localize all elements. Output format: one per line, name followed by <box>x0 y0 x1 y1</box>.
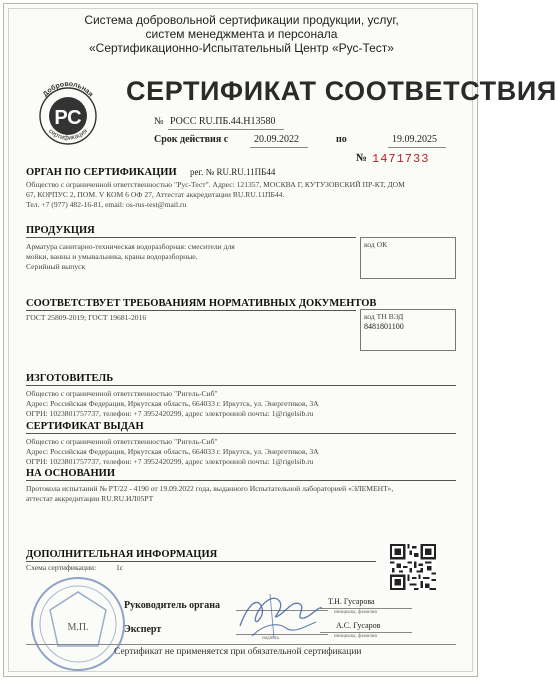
scheme-value: 1с <box>116 563 124 572</box>
basis-title: НА ОСНОВАНИИ <box>26 468 116 479</box>
header-line-1: Система добровольной сертификации продукции, услуг, <box>84 13 399 27</box>
manufacturer-rule <box>26 385 456 386</box>
expert-label: Эксперт <box>124 624 162 635</box>
manufacturer-line-2: Адрес: Российская Федерация, Иркутская область, 664033 г. Иркутск, ул. Энергетиков, 3А <box>26 399 319 408</box>
extra-rule <box>26 561 376 562</box>
certification-logo-icon <box>32 80 104 146</box>
logo-mark: РС <box>54 107 82 129</box>
footer-rule <box>26 644 456 645</box>
certificate-sheet <box>3 3 557 677</box>
tnved-code-value: 8481801100 <box>364 322 404 331</box>
compliance-rule <box>26 310 356 311</box>
product-rule <box>26 237 356 238</box>
qr-code-icon <box>390 544 436 590</box>
validity-from-underline <box>250 147 308 148</box>
basis-line-2: аттестат аккредитации RU.RU.ИЛ05РТ <box>26 494 154 503</box>
validity-to: 19.09.2025 <box>392 134 437 145</box>
validity-to-underline <box>388 147 446 148</box>
reg-number-underline <box>168 129 284 130</box>
issued-line-1: Общество с ограниченной ответственностью "Ригель-Сиб" <box>26 437 218 446</box>
validity-from: 20.09.2022 <box>254 134 299 145</box>
logo-bottom-text: сертификация <box>47 127 89 142</box>
issued-rule <box>26 433 456 434</box>
issued-line-3: ОГРН: 1023801757737, телефон: +7 3952420299, адрес электронной почты: 1@rigelsib.ru <box>26 457 314 466</box>
head-name-caption: инициалы, фамилия <box>334 610 377 615</box>
organ-title: ОРГАН ПО СЕРТИФИКАЦИИ <box>26 167 177 178</box>
stamp-label: М.П. <box>67 622 89 633</box>
expert-name-line <box>320 632 412 633</box>
expert-name: А.С. Гусаров <box>336 621 381 630</box>
tnved-code-box <box>360 309 456 351</box>
svg-text:Добровольная <box>42 81 94 98</box>
scheme-label: Схема сертификации: <box>26 563 97 572</box>
product-line-3: Серийный выпуск <box>26 262 86 271</box>
extra-title: ДОПОЛНИТЕЛЬНАЯ ИНФОРМАЦИЯ <box>26 549 218 560</box>
tnved-code-label: код ТН ВЭД <box>364 312 404 321</box>
basis-line-1: Протокола испытаний № РТ/22 - 4190 от 19.09.2022 года, выданного Испытательной лабораторией «ЭЛЕМЕНТ», <box>26 484 394 493</box>
footer-note: Сертификат не применяется при обязательной сертификации <box>114 647 362 657</box>
head-label: Руководитель органа <box>124 600 220 611</box>
okp-code-label: код ОК <box>364 240 388 249</box>
issued-title: СЕРТИФИКАТ ВЫДАН <box>26 421 144 432</box>
product-line-1: Арматура санитарно-техническая водоразборная: смесители для <box>26 242 235 251</box>
validity-to-label: по <box>336 134 347 145</box>
handwritten-signature-icon <box>234 586 326 642</box>
issued-line-2: Адрес: Российская Федерация, Иркутская область, 664033 г. Иркутск, ул. Энергетиков, 3А <box>26 447 319 456</box>
header-line-2: систем менеджмента и персонала <box>145 27 338 41</box>
head-name: Т.Н. Гусарова <box>328 597 375 606</box>
certificate-title: СЕРТИФИКАТ СООТВЕТСТВИЯ <box>126 76 557 106</box>
organ-reg: рег. № RU.RU.11ПБ44 <box>190 167 276 177</box>
expert-name-caption: инициалы, фамилия <box>334 634 377 639</box>
reg-prefix: № <box>154 116 164 127</box>
organ-line-2: 67, КОРПУС 2, ПОМ. V КОМ 6 ОФ 27, Аттестат аккредитации RU.RU.11ПБ44. <box>26 190 285 199</box>
manufacturer-title: ИЗГОТОВИТЕЛЬ <box>26 373 114 384</box>
product-line-2: мойки, ванны и умывальника, краны водоразборные. <box>26 252 198 261</box>
compliance-docs: ГОСТ 25809-2019; ГОСТ 19681-2016 <box>26 313 147 322</box>
stamp-seal-icon <box>22 570 134 674</box>
organ-line-3: Тел. +7 (977) 482-16-81, email: os-rus-test@mail.ru <box>26 200 187 209</box>
serial-prefix: № <box>356 152 368 164</box>
logo-top-text: Добровольная <box>41 80 95 99</box>
product-title: ПРОДУКЦИЯ <box>26 225 95 236</box>
okp-code-box <box>360 237 456 279</box>
head-name-line <box>320 608 412 609</box>
organ-line-1: Общество с ограниченной ответственностью "Рус-Тест". Адрес: 121357, МОСКВА Г, КУТУЗОВСКИЙ ПР-КТ, ДОМ <box>26 180 405 189</box>
manufacturer-line-3: ОГРН: 1023801757737, телефон: +7 3952420299, адрес электронной почты: 1@rigelsib.ru <box>26 409 314 418</box>
reg-number: РОСС RU.ПБ.44.Н13580 <box>170 116 276 127</box>
validity-label: Срок действия с <box>154 134 229 145</box>
compliance-title: СООТВЕТСТВУЕТ ТРЕБОВАНИЯМ НОРМАТИВНЫХ ДОКУМЕНТОВ <box>26 298 377 309</box>
serial-number: 1471733 <box>372 152 430 166</box>
basis-rule <box>26 480 456 481</box>
expert-sign-caption: подпись <box>262 636 280 641</box>
header-line-3: «Сертификационно-Испытательный Центр «Рус-Тест» <box>89 41 394 55</box>
manufacturer-line-1: Общество с ограниченной ответственностью "Ригель-Сиб" <box>26 389 218 398</box>
